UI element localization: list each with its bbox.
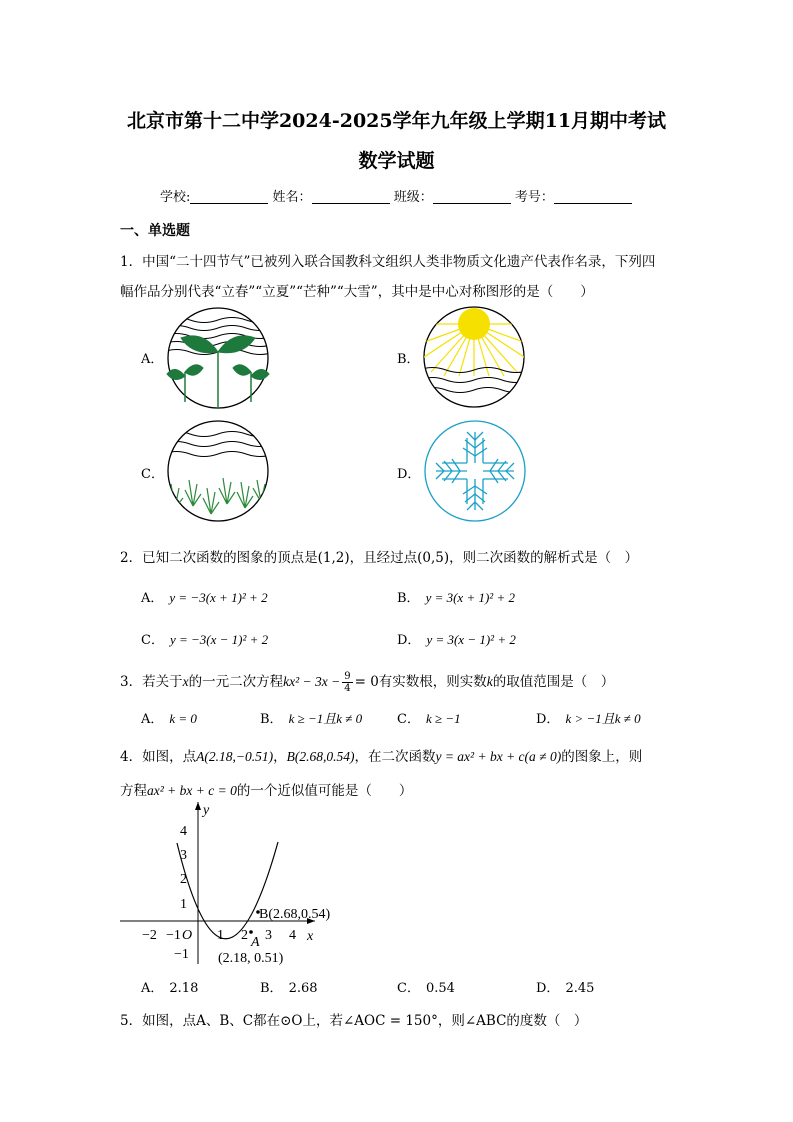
x-tick-label: −2 — [142, 928, 157, 943]
q3-post2: 的取值范围是（ ） — [492, 674, 615, 690]
q3-option-c[interactable] — [397, 708, 461, 727]
x-tick-label: 1 — [217, 928, 224, 943]
x-tick-label: −1 — [166, 928, 181, 943]
q1-option-d-label: D． — [397, 467, 421, 482]
q3-option-d-expr: k > −1且k ≠ 0 — [565, 711, 641, 726]
q2-pre: 2．已知二次函数的图象的顶点是 — [120, 550, 318, 566]
y-tick-label: 1 — [180, 897, 187, 912]
class-field[interactable] — [433, 189, 511, 204]
exam-title: 北京市第十二中学2024-2025学年九年级上学期11月期中考试 — [126, 110, 667, 132]
student-info-row — [160, 186, 632, 205]
q4-stem-line1 — [120, 745, 642, 765]
q1-option-b-label: B． — [397, 352, 420, 367]
q3-option-d-label: D． — [536, 712, 560, 727]
q1-line2: 幅作品分别代表“立春”“立夏”“芒种”“大雪”，其中是中心对称图形的是（ ） — [120, 284, 594, 300]
q4-option-c-value: 0.54 — [425, 981, 455, 996]
x-tick-label: 3 — [265, 928, 272, 943]
q2-option-d-expr: y = 3(x − 1)² + 2 — [426, 632, 516, 647]
q4-option-a[interactable] — [141, 977, 198, 996]
q3-pre: 3．若关于 — [120, 674, 183, 690]
q3-var-k: k — [486, 674, 493, 689]
point-a-coord-label: (2.18, 0.51) — [218, 951, 284, 966]
q3-mid: 的一元二次方程 — [188, 674, 284, 690]
q4-option-d-label: D． — [536, 981, 560, 996]
q4-equation: ax² + bx + c = 0 — [147, 783, 237, 798]
q3-fraction — [342, 671, 352, 694]
origin-label: O — [182, 928, 193, 943]
q2-option-a-label: A． — [141, 591, 164, 606]
q2-option-d[interactable] — [397, 629, 516, 648]
x-tick-label: 4 — [289, 928, 296, 943]
q3-option-d[interactable] — [536, 708, 641, 727]
q2-option-d-label: D． — [397, 633, 421, 648]
q1-option-a-label: A． — [141, 352, 164, 367]
name-label: 姓名： — [272, 190, 312, 205]
q3-option-b-label: B． — [260, 712, 283, 727]
section-heading: 一、单选题 — [120, 223, 190, 239]
class-label: 班级： — [393, 190, 433, 205]
q2-option-c-label: C． — [141, 633, 164, 648]
q4-sep: ， — [273, 749, 287, 765]
q4-point-a: A(2.18,−0.51) — [196, 749, 274, 764]
q3-option-b[interactable] — [260, 708, 362, 727]
q4-option-d[interactable] — [536, 977, 594, 996]
number-field[interactable] — [554, 189, 632, 204]
x-tick-label: 2 — [241, 928, 248, 943]
q3-eq-right: = 0 — [354, 674, 379, 690]
q4-option-b[interactable] — [260, 977, 318, 996]
q1-option-c-label: C． — [141, 467, 164, 482]
mangzhong-grain-figure — [163, 418, 273, 524]
q2-option-a[interactable] — [141, 587, 268, 606]
q2-point: (0,5) — [417, 550, 450, 566]
q3-stem — [120, 670, 614, 694]
q2-option-c-expr: y = −3(x − 1)² + 2 — [169, 632, 269, 647]
q2-option-a-expr: y = −3(x + 1)² + 2 — [169, 590, 268, 605]
q3-frac-num: 9 — [344, 671, 351, 682]
daxue-snowflake-figure — [421, 418, 529, 524]
q4-stem-line2 — [120, 779, 412, 799]
school-field[interactable] — [190, 189, 268, 204]
q4-pre: 4．如图，点 — [120, 749, 197, 765]
q2-mid: ，且经过点 — [349, 550, 418, 566]
q3-option-a-label: A． — [141, 712, 164, 727]
y-tick-label: 2 — [180, 872, 187, 887]
q4-line2-post: 的一个近似值可能是（ ） — [236, 783, 413, 799]
q4-option-b-label: B． — [260, 981, 283, 996]
y-axis-label: y — [203, 803, 210, 818]
q3-eq-left: kx² − 3x − — [283, 674, 341, 689]
point-b-label: B(2.68,0.54) — [259, 907, 331, 922]
school-label: 学校: — [160, 190, 191, 205]
q2-option-b[interactable] — [397, 587, 515, 606]
lixia-sun-figure — [419, 304, 529, 410]
q2-vertex: (1,2) — [317, 550, 350, 566]
point-a-marker — [249, 930, 253, 934]
q4-line2-pre: 方程 — [120, 783, 147, 799]
y-tick-label: 4 — [180, 824, 187, 839]
number-label: 考号： — [514, 190, 554, 205]
q2-option-c[interactable] — [141, 629, 268, 648]
x-axis-label: x — [307, 929, 314, 944]
q3-option-a-expr: k = 0 — [169, 711, 197, 726]
q4-function: y = ax² + bx + c(a ≠ 0) — [435, 749, 562, 764]
q4-option-a-label: A． — [141, 981, 164, 996]
y-tick-label: −1 — [174, 947, 189, 962]
q4-mid: ，在二次函数 — [354, 749, 436, 765]
q3-var-x: x — [182, 674, 189, 689]
q4-parabola-graph — [118, 798, 363, 970]
q4-option-c-label: C． — [397, 981, 420, 996]
point-a-label: A — [251, 935, 260, 950]
x-tick-labels — [142, 928, 296, 943]
q3-option-c-expr: k ≥ −1 — [425, 711, 461, 726]
name-field[interactable] — [312, 189, 390, 204]
y-tick-label: 3 — [180, 848, 187, 863]
parabola-curve — [177, 842, 278, 939]
y-axis-arrow-icon — [195, 802, 201, 810]
q4-point-b: B(2.68,0.54) — [286, 749, 355, 764]
lichun-sprout-figure — [163, 306, 273, 410]
q5-stem: 5．如图，点A、B、C都在⊙O上，若∠AOC = 150°，则∠ABC的度数（ ） — [120, 1013, 588, 1029]
q4-post: 的图象上，则 — [561, 749, 643, 765]
q2-stem — [120, 546, 638, 566]
q4-option-b-value: 2.68 — [288, 981, 318, 996]
q3-option-c-label: C． — [397, 712, 420, 727]
q2-option-b-label: B． — [397, 591, 420, 606]
q4-option-d-value: 2.45 — [565, 981, 595, 996]
q4-option-c[interactable] — [397, 977, 455, 996]
q3-option-a[interactable] — [141, 708, 197, 727]
q4-option-a-value: 2.18 — [169, 981, 199, 996]
exam-subtitle: 数学试题 — [358, 150, 435, 172]
q2-option-b-expr: y = 3(x + 1)² + 2 — [425, 590, 515, 605]
q1-line1: 1．中国“二十四节气”已被列入联合国教科文组织人类非物质文化遗产代表作名录，下列四 — [120, 254, 656, 270]
q2-post: ，则二次函数的解析式是（ ） — [449, 550, 639, 566]
q3-post: 有实数根，则实数 — [378, 674, 487, 690]
q3-frac-den: 4 — [344, 683, 351, 694]
q3-option-b-expr: k ≥ −1且k ≠ 0 — [288, 711, 363, 726]
